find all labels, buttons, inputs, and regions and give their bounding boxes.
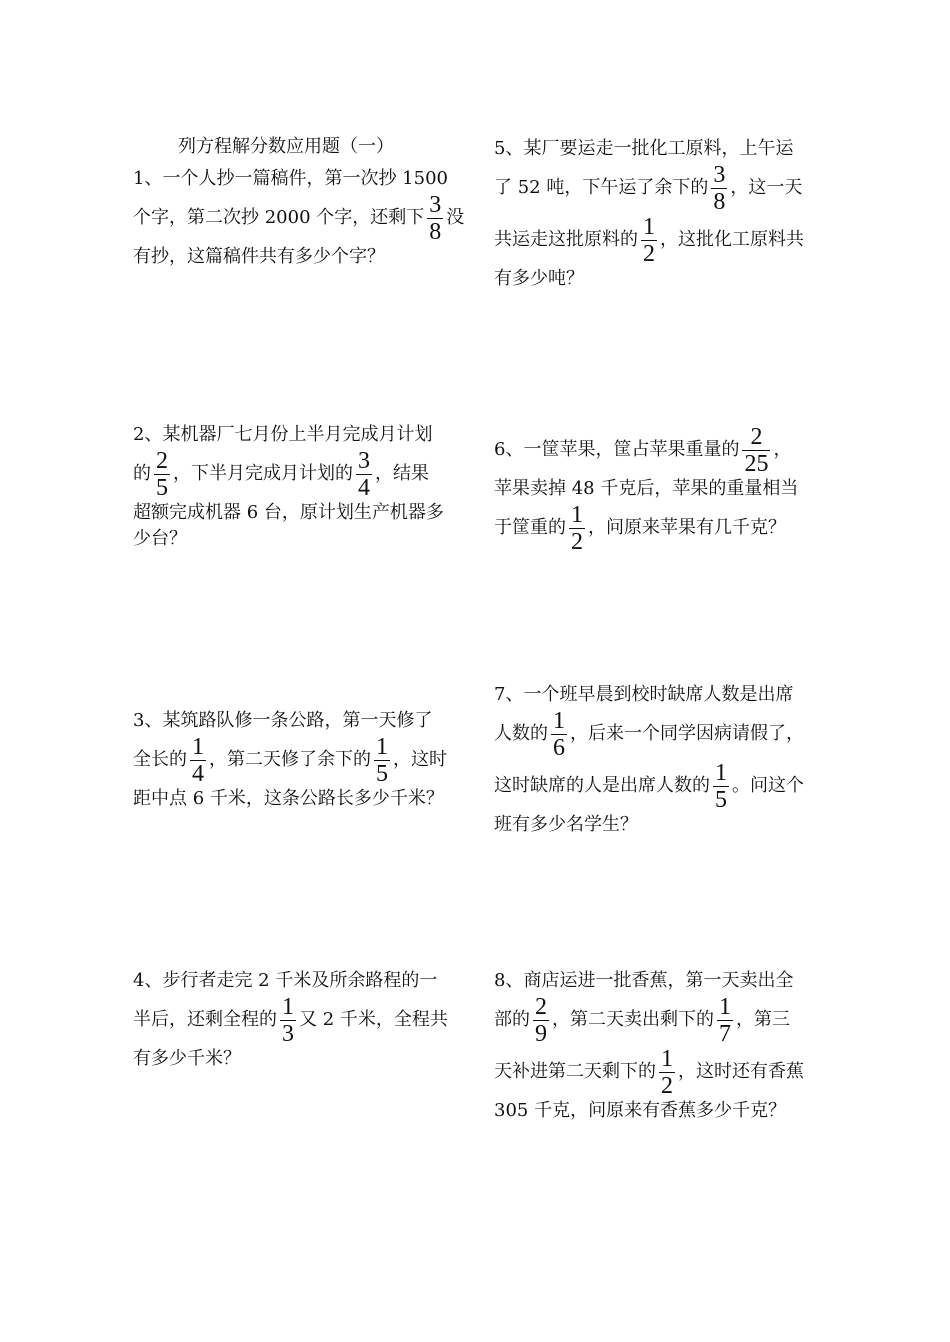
fraction-denominator: 2 — [571, 528, 583, 555]
page-title: 列方程解分数应用题（一） — [178, 136, 394, 157]
fraction-numerator: 1 — [571, 501, 583, 528]
fraction-denominator: 2 — [643, 240, 655, 267]
fraction-numerator: 1 — [643, 213, 655, 240]
problem-line — [494, 214, 824, 266]
problem-text: ，后来一个同学因病请假了， — [570, 723, 804, 744]
problem-line — [133, 786, 463, 812]
problem-line — [133, 448, 463, 500]
problem-7 — [494, 682, 824, 838]
fraction-numerator: 1 — [719, 993, 731, 1020]
fraction — [374, 735, 390, 786]
problem-line — [494, 708, 824, 760]
fraction-numerator: 3 — [713, 161, 726, 188]
fraction-numerator: 2 — [750, 423, 763, 450]
problem-text: 305 千克，问原来有香蕉多少千克？ — [494, 1100, 787, 1121]
problem-2 — [133, 422, 463, 552]
problem-text: 苹果卖掉 48 千克后，苹果的重量相当 — [494, 478, 799, 499]
problem-text: 的 — [133, 463, 151, 484]
fraction-denominator: 8 — [713, 188, 726, 215]
problem-line — [133, 1046, 463, 1072]
problem-line — [494, 424, 824, 476]
problem-text: 了 52 吨，下午运了余下的 — [494, 177, 709, 198]
problem-text: ，第二天卖出剩下的 — [552, 1009, 714, 1030]
problem-5 — [494, 136, 824, 292]
fraction-denominator: 5 — [156, 474, 168, 501]
fraction-denominator: 2 — [661, 1072, 673, 1099]
fraction-denominator: 6 — [553, 734, 565, 761]
fraction — [641, 215, 657, 266]
fraction-denominator: 5 — [376, 760, 388, 787]
problem-line — [494, 476, 824, 502]
problem-line — [494, 760, 824, 812]
problem-line — [494, 162, 824, 214]
problem-text: ，第三 — [736, 1009, 790, 1030]
problem-text: 没 — [446, 207, 465, 228]
fraction-numerator: 3 — [358, 447, 370, 474]
problem-text: 全长的 — [133, 749, 187, 770]
fraction-numerator: 1 — [715, 759, 727, 786]
fraction — [190, 735, 206, 786]
problem-text: 少台？ — [133, 528, 187, 549]
fraction-denominator: 3 — [282, 1020, 294, 1047]
problem-text: ，这时还有香蕉 — [678, 1061, 804, 1082]
problem-text: 个字，第二次抄 2000 个字，还剩下 — [133, 207, 425, 228]
problem-text: 人数的 — [494, 723, 548, 744]
fraction-denominator: 9 — [535, 1020, 547, 1047]
problem-text: 3、某筑路队修一条公路，第一天修了 — [133, 710, 433, 731]
fraction — [713, 761, 729, 812]
problem-text: 7、一个班早晨到校时缺席人数是出席 — [494, 684, 794, 705]
problem-text: 有多少吨？ — [494, 268, 584, 289]
problem-text: ，这时 — [393, 749, 447, 770]
problem-text: ，第二天修了余下的 — [209, 749, 371, 770]
problem-4 — [133, 968, 463, 1072]
problem-text: 4、步行者走完 2 千米及所余路程的一 — [133, 970, 438, 991]
problem-text: ，结果 — [375, 463, 429, 484]
problem-text: ，下半月完成月计划的 — [173, 463, 353, 484]
problem-text: 1、一个人抄一篇稿件，第一次抄 1500 — [133, 168, 448, 189]
fraction-denominator: 4 — [358, 474, 370, 501]
problem-line — [133, 968, 463, 994]
problem-1 — [133, 166, 463, 270]
problem-8 — [494, 968, 824, 1124]
fraction — [533, 995, 549, 1046]
problem-line — [494, 968, 824, 994]
problem-line — [494, 502, 824, 554]
fraction — [711, 163, 727, 214]
problem-text: 共运走这批原料的 — [494, 229, 638, 250]
problem-text: 有多少千米？ — [133, 1048, 241, 1069]
fraction-numerator: 1 — [661, 1045, 673, 1072]
fraction-numerator: 1 — [553, 707, 565, 734]
fraction-denominator: 25 — [744, 450, 769, 477]
problem-line — [133, 708, 463, 734]
fraction-numerator: 3 — [429, 191, 442, 218]
problem-line — [494, 682, 824, 708]
problem-line — [494, 812, 824, 838]
problem-text: 6、一筐苹果，筐占苹果重量的 — [494, 439, 740, 460]
problem-text: ，这批化工原料共 — [660, 229, 804, 250]
fraction — [742, 425, 770, 476]
problem-text: 距中点 6 千米，这条公路长多少千米？ — [133, 788, 444, 809]
fraction — [659, 1047, 675, 1098]
fraction-numerator: 1 — [192, 733, 204, 760]
problem-text: 部的 — [494, 1009, 530, 1030]
problem-line — [133, 734, 463, 786]
problem-text: 又 2 千米，全程共 — [299, 1009, 448, 1030]
problem-text: 8、商店运进一批香蕉，第一天卖出全 — [494, 970, 794, 991]
problem-text: 超额完成机器 6 台，原计划生产机器多 — [133, 502, 444, 523]
fraction — [427, 193, 443, 244]
problem-text: 。问这个 — [732, 775, 804, 796]
problem-text: 这时缺席的人是出席人数的 — [494, 775, 710, 796]
fraction — [280, 995, 296, 1046]
fraction-denominator: 7 — [719, 1020, 731, 1047]
fraction — [356, 449, 372, 500]
problem-line — [133, 994, 463, 1046]
problem-line — [494, 994, 824, 1046]
problem-line — [133, 166, 463, 192]
problem-text: 5、某厂要运走一批化工原料，上午运 — [494, 138, 794, 159]
fraction-denominator: 8 — [429, 218, 442, 245]
problem-text: ，问原来苹果有几千克？ — [588, 517, 786, 538]
problem-line — [133, 422, 463, 448]
problem-text: 2、某机器厂七月份上半月完成月计划 — [133, 424, 433, 445]
fraction-numerator: 2 — [535, 993, 547, 1020]
problem-text: 天补进第二天剩下的 — [494, 1061, 656, 1082]
fraction — [717, 995, 733, 1046]
problem-text: 半后，还剩全程的 — [133, 1009, 277, 1030]
problem-line — [133, 526, 463, 552]
problem-text: 于筐重的 — [494, 517, 566, 538]
fraction — [569, 503, 585, 554]
problem-line — [133, 500, 463, 526]
problem-6 — [494, 424, 824, 554]
fraction-numerator: 1 — [376, 733, 388, 760]
fraction-numerator: 2 — [156, 447, 168, 474]
problem-line — [494, 1046, 824, 1098]
fraction-numerator: 1 — [282, 993, 294, 1020]
fraction-denominator: 4 — [192, 760, 204, 787]
problem-line — [494, 266, 824, 292]
fraction-denominator: 5 — [715, 786, 727, 813]
problem-line — [133, 244, 463, 270]
problem-text: ，这一天 — [730, 177, 803, 198]
problem-text: 班有多少名学生？ — [494, 814, 638, 835]
problem-text: 有抄，这篇稿件共有多少个字？ — [133, 246, 385, 267]
problem-line — [494, 1098, 824, 1124]
problem-line — [133, 192, 463, 244]
problem-text: ， — [773, 439, 792, 460]
problem-3 — [133, 708, 463, 812]
problem-line — [494, 136, 824, 162]
fraction — [551, 709, 567, 760]
fraction — [154, 449, 170, 500]
